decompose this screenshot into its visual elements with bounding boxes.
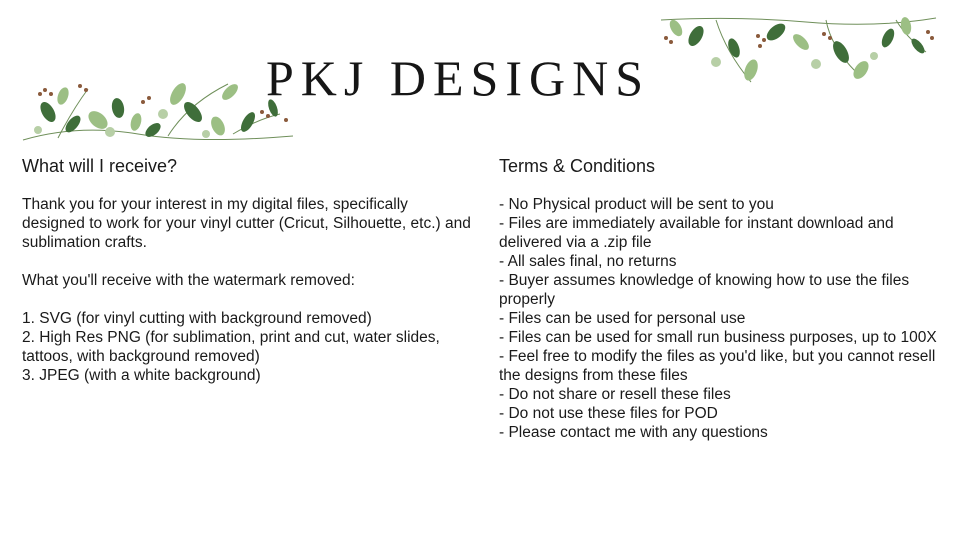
terms-item: - Do not use these files for POD [499,405,718,422]
terms-item: - Files can be used for small run business purposes, up to 100X [499,329,937,346]
terms-item: - Buyer assumes knowledge of knowing how to use the files properly [499,272,910,308]
terms-item: - Please contact me with any questions [499,424,768,441]
terms-section [499,155,939,442]
file-type-item: 1. SVG (for vinyl cutting with background removed) [22,310,372,327]
foliage-decoration-left [18,64,298,142]
intro-paragraph: Thank you for your interest in my digital files, specifically designed to work for your vinyl cutter (Cricut, Silhouette, etc.) and sublimation crafts. [22,196,471,251]
brand-logo: PKJ DESIGNS [266,50,651,106]
terms-item: - Feel free to modify the files as you'd like, but you cannot resell the designs from these files [499,348,936,384]
receive-heading: What will I receive? [22,156,178,176]
file-type-item: 2. High Res PNG (for sublimation, print and cut, water slides, tattoos, with background removed) [22,329,440,365]
watermark-note: What you'll receive with the watermark removed: [22,272,355,289]
file-type-item: 3. JPEG (with a white background) [22,367,261,384]
terms-item: - Files can be used for personal use [499,310,746,327]
foliage-decoration-right [656,12,940,92]
terms-item: - No Physical product will be sent to you [499,196,774,213]
receive-section [22,155,472,385]
terms-item: - Files are immediately available for instant download and delivered via a .zip file [499,215,894,251]
terms-heading: Terms & Conditions [499,156,656,176]
terms-item: - Do not share or resell these files [499,386,731,403]
terms-item: - All sales final, no returns [499,253,677,270]
